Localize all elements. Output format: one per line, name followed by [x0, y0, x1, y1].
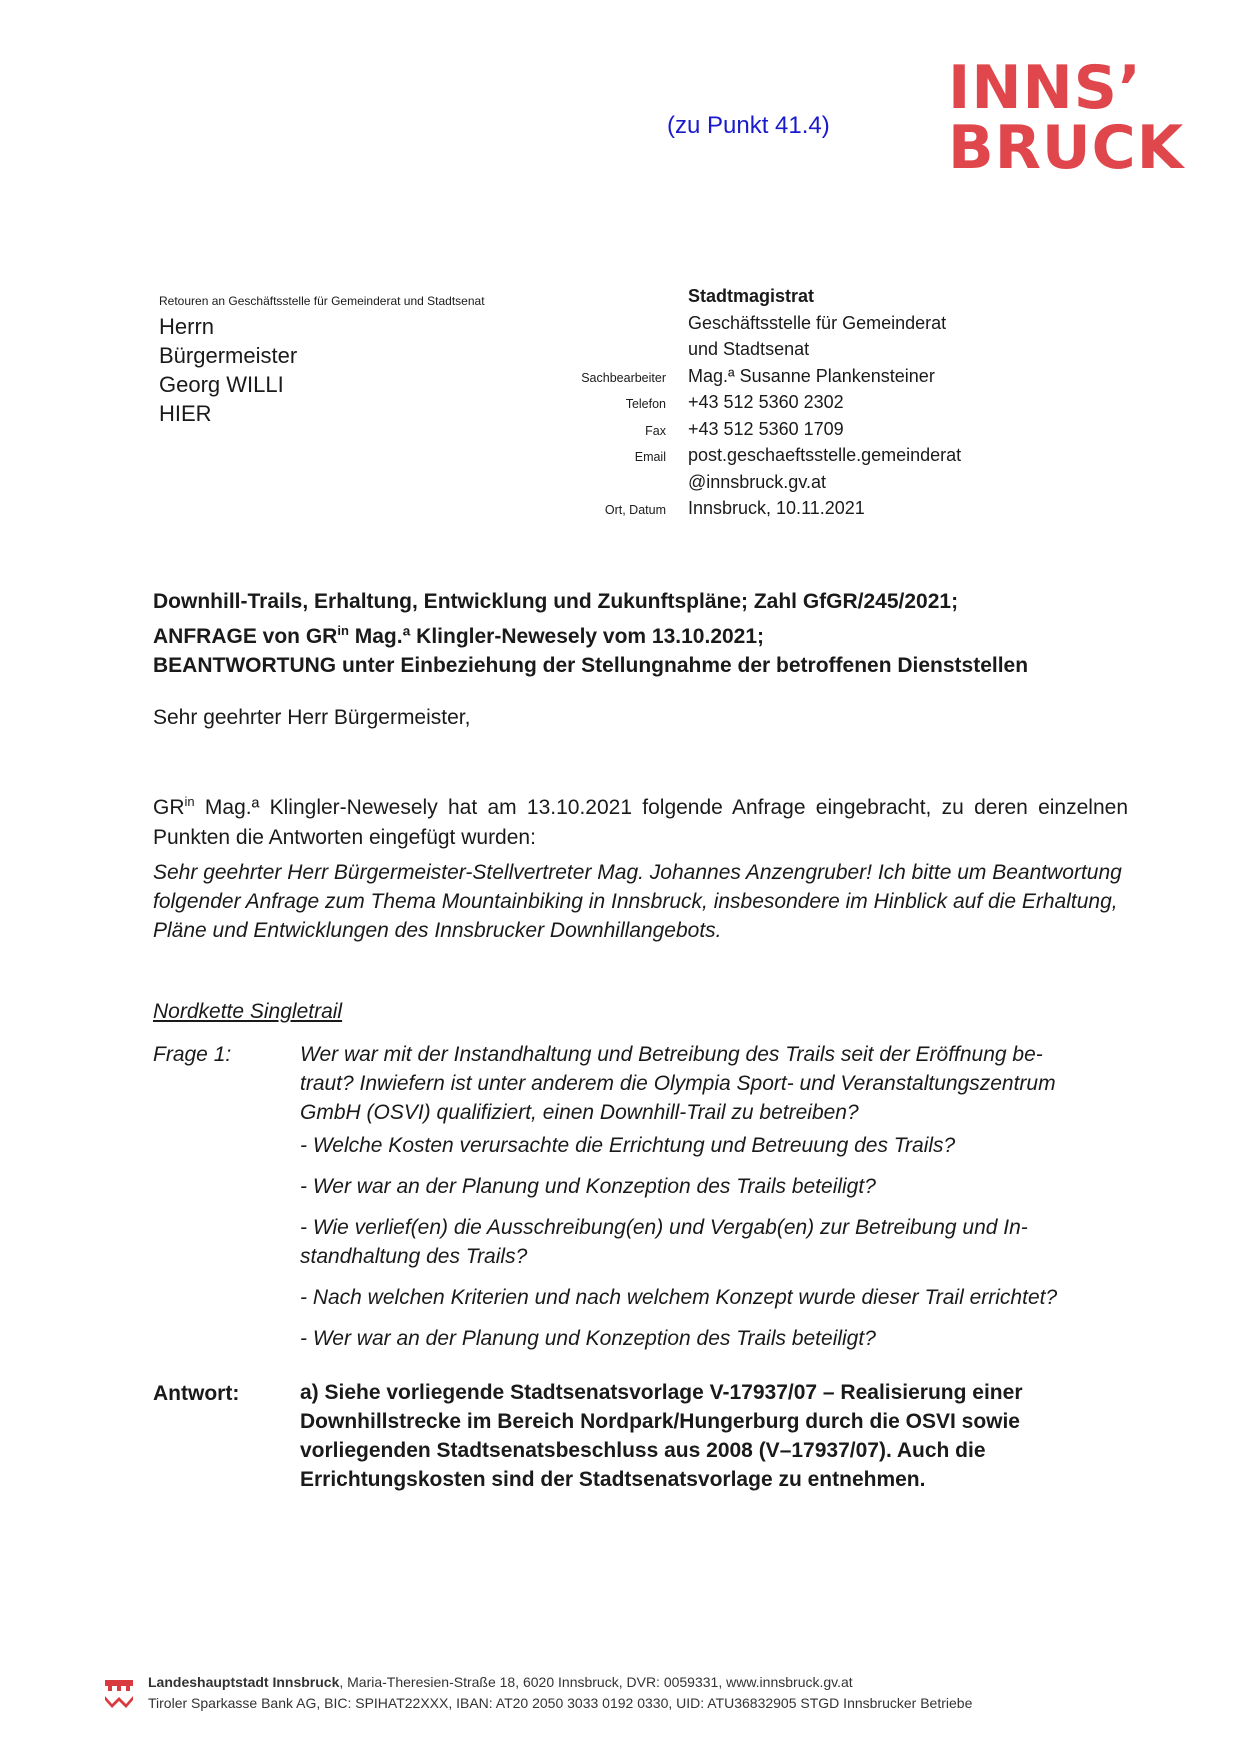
city-emblem-icon: [104, 1678, 134, 1712]
question-item: - Nach welchen Kriterien und nach welchem Konzept wurde dieser Trail errichtet?: [300, 1286, 1058, 1309]
answer-line: Downhillstrecke im Bereich Nordpark/Hungerburg durch die OSVI sowie: [300, 1410, 1020, 1433]
subject-text: Mag.ª Klingler-Newesely vom 13.10.2021;: [348, 625, 765, 648]
question-line: Wer war mit der Instandhaltung und Betreibung des Trails seit der Eröffnung be-: [300, 1043, 1043, 1066]
answer-line: a) Siehe vorliegende Stadtsenatsvorlage V-17937/07 – Realisierung einer: [300, 1381, 1023, 1404]
footer-org: Landeshauptstadt Innsbruck: [148, 1674, 340, 1690]
footer-line: Tiroler Sparkasse Bank AG, BIC: SPIHAT22XXX, IBAN: AT20 2050 3033 0192 0330, UID: ATU36832905 STGD Innsbrucker Betriebe: [148, 1695, 973, 1711]
footer-address: , Maria-Theresien-Straße 18, 6020 Innsbruck, DVR: 0059331, www.innsbruck.gv.at: [339, 1674, 853, 1690]
subject-sup: in: [337, 623, 349, 638]
phone-label: Telefon: [625, 397, 666, 411]
return-note: Retouren an Geschäftsstelle für Gemeinderat und Stadtsenat: [159, 294, 485, 308]
logo-line-1: INNS’: [948, 53, 1142, 123]
section-title: Nordkette Singletrail: [153, 1000, 343, 1023]
reference-note: (zu Punkt 41.4): [667, 112, 830, 139]
question-line: GmbH (OSVI) qualifiziert, einen Downhill-Trail zu betreiben?: [300, 1101, 859, 1124]
city-logo: [948, 53, 1198, 183]
question-text: [300, 1040, 1130, 1127]
fax-label: Fax: [645, 423, 666, 438]
intro-sup: in: [184, 794, 195, 809]
fax-value: +43 512 5360 1709: [688, 418, 844, 439]
sender-dept: und Stadtsenat: [688, 339, 810, 359]
recipient-address: [159, 312, 297, 428]
answer-text: [300, 1378, 1130, 1494]
date-value: Innsbruck, 10.11.2021: [688, 498, 865, 518]
question-label: Frage 1:: [153, 1043, 232, 1066]
subject: [153, 587, 1153, 680]
recipient-line: Bürgermeister: [159, 343, 298, 368]
footer: [148, 1672, 972, 1714]
subject-line: Downhill-Trails, Erhaltung, Entwicklung und Zukunftspläne; Zahl GfGR/245/2021;: [153, 590, 959, 613]
date-label: Ort, Datum: [604, 503, 666, 517]
email-label: Email: [634, 450, 666, 464]
question-item: - Wer war an der Planung und Konzeption des Trails beteiligt?: [300, 1175, 876, 1198]
recipient-line: Herrn: [159, 314, 215, 339]
answer-line: vorliegenden Stadtsenatsbeschluss aus 2008 (V–17937/07). Auch die: [300, 1439, 986, 1462]
logo-line-2: BRUCK: [948, 113, 1185, 183]
intro-text: GR: [153, 796, 185, 819]
greeting: Sehr geehrter Herr Bürgermeister,: [153, 706, 471, 729]
sender-block: [570, 286, 1170, 525]
recipient-line: Georg WILLI: [159, 372, 284, 397]
clerk-name: Mag.ª Susanne Plankensteiner: [688, 365, 935, 386]
clerk-label: Sachbearbeiter: [581, 370, 666, 385]
question-item: - Wer war an der Planung und Konzeption des Trails beteiligt?: [300, 1327, 876, 1350]
email-value: post.geschaeftsstelle.gemeinderat: [688, 445, 962, 465]
email-value-cont: @innsbruck.gv.at: [688, 471, 826, 492]
question-line: traut? Inwiefern ist unter anderem die Olympia Sport- und Veranstaltungszentrum: [300, 1072, 1056, 1095]
answer-label: Antwort:: [153, 1382, 240, 1405]
subject-text: ANFRAGE von GR: [153, 625, 338, 648]
subject-line: [153, 616, 1153, 651]
question-item: - Wie verlief(en) die Ausschreibung(en) und Vergab(en) zur Betreibung und In-: [300, 1216, 1028, 1239]
question-item: standhaltung des Trails?: [300, 1245, 528, 1268]
footer-line: [148, 1672, 972, 1693]
subject-line: BEANTWORTUNG unter Einbeziehung der Stellungnahme der betroffenen Dienststellen: [153, 654, 1029, 677]
recipient-line: HIER: [159, 401, 212, 426]
answer-line: Errichtungskosten sind der Stadtsenatsvorlage zu entnehmen.: [300, 1468, 926, 1491]
sender-org: Stadtmagistrat: [688, 286, 815, 306]
sender-dept: Geschäftsstelle für Gemeinderat: [688, 312, 947, 333]
phone-value: +43 512 5360 2302: [688, 392, 844, 412]
intro-paragraph: [153, 787, 1128, 853]
intro-text: Mag.ª Klingler-Newesely hat am 13.10.2021 folgende Anfrage eingebracht, zu deren einzelnen Punkten die Antworten eingefügt wurden:: [153, 796, 1128, 849]
inquiry-quote: Sehr geehrter Herr Bürgermeister-Stellvertreter Mag. Johannes Anzengruber! Ich bitte um Beantwortung folgender Anfrage zum Thema Mountainbiking in Innsbruck, insbesondere im Hinblick auf die Erhaltung, Pläne und Entwicklungen des Innsbrucker Downhillangebots.: [153, 861, 1122, 942]
question-item: - Welche Kosten verursachte die Errichtung und Betreuung des Trails?: [300, 1134, 956, 1157]
